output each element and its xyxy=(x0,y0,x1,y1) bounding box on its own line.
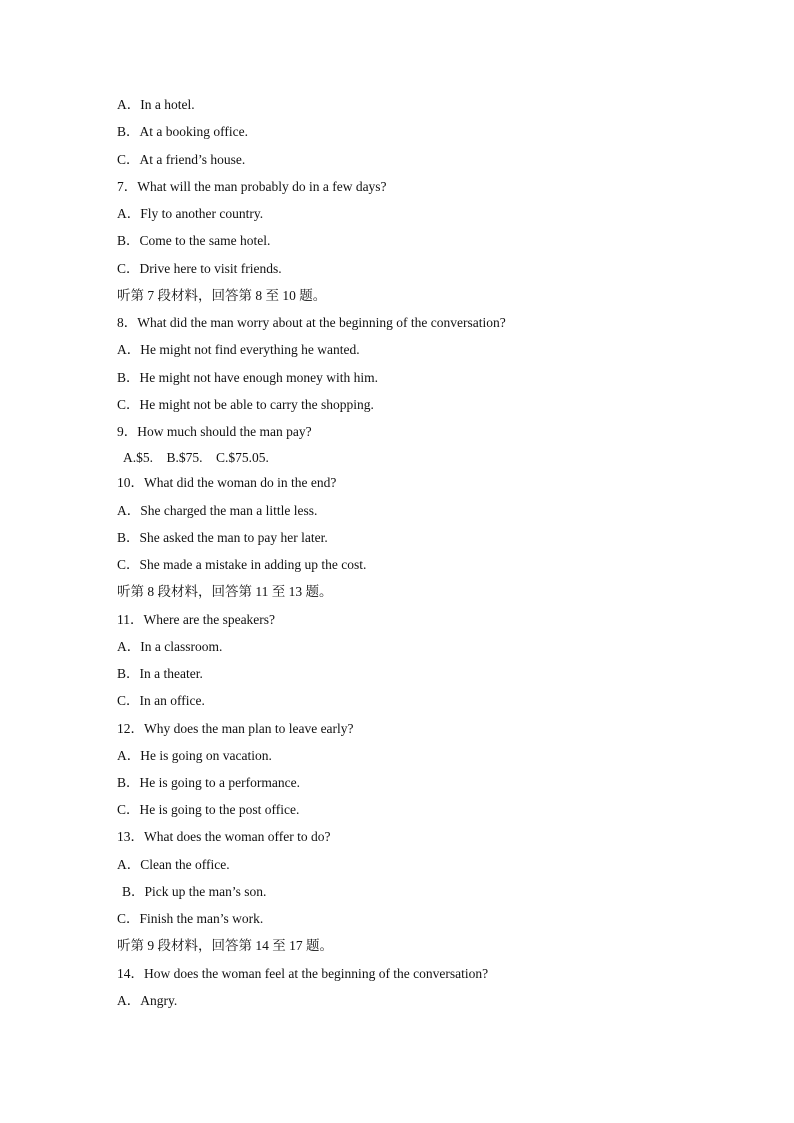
question-8: 8．What did the man worry about at the beginning of the conversation? xyxy=(117,315,506,330)
option-c-q8: C．He might not be able to carry the shopping. xyxy=(117,397,374,412)
option-b-q6: B．At a booking office. xyxy=(117,124,248,139)
option-a-q10: A．She charged the man a little less. xyxy=(117,503,318,518)
question-7: 7．What will the man probably do in a few days? xyxy=(117,179,387,194)
section-header-8: 听第 8 段材料，回答第 11 至 13 题。 xyxy=(117,584,333,599)
question-14: 14．How does the woman feel at the beginning of the conversation? xyxy=(117,966,489,981)
option-b-q7: B．Come to the same hotel. xyxy=(117,233,271,248)
question-13: 13．What does the woman offer to do? xyxy=(117,829,331,844)
option-a-q13: A．Clean the office. xyxy=(117,857,230,872)
question-9: 9．How much should the man pay? xyxy=(117,424,312,439)
option-a-q14: A．Angry. xyxy=(117,993,178,1008)
option-a-q11: A．In a classroom. xyxy=(117,639,223,654)
option-c-q13: C．Finish the man’s work. xyxy=(117,911,264,926)
option-c-q10: C．She made a mistake in adding up the cost. xyxy=(117,557,367,572)
section-header-7: 听第 7 段材料，回答第 8 至 10 题。 xyxy=(117,288,327,303)
question-12: 12．Why does the man plan to leave early? xyxy=(117,721,354,736)
option-b-q13: B．Pick up the man’s son. xyxy=(122,884,267,899)
option-b-q11: B．In a theater. xyxy=(117,666,203,681)
option-c-q6: C．At a friend’s house. xyxy=(117,152,246,167)
option-b-q12: B．He is going to a performance. xyxy=(117,775,300,790)
option-b-q8: B．He might not have enough money with him. xyxy=(117,370,378,385)
question-10: 10．What did the woman do in the end? xyxy=(117,475,337,490)
question-11: 11．Where are the speakers? xyxy=(117,612,276,627)
section-header-9: 听第 9 段材料，回答第 14 至 17 题。 xyxy=(117,938,333,953)
option-c-q7: C．Drive here to visit friends. xyxy=(117,261,282,276)
options-q9: A.$5. B.$75. C.$75.05. xyxy=(123,450,269,465)
option-c-q11: C．In an office. xyxy=(117,693,205,708)
option-b-q10: B．She asked the man to pay her later. xyxy=(117,530,328,545)
option-a-q8: A．He might not find everything he wanted. xyxy=(117,342,360,357)
option-a-q7: A．Fly to another country. xyxy=(117,206,264,221)
option-a-q12: A．He is going on vacation. xyxy=(117,748,272,763)
option-a-q6: A．In a hotel. xyxy=(117,97,195,112)
option-c-q12: C．He is going to the post office. xyxy=(117,802,300,817)
